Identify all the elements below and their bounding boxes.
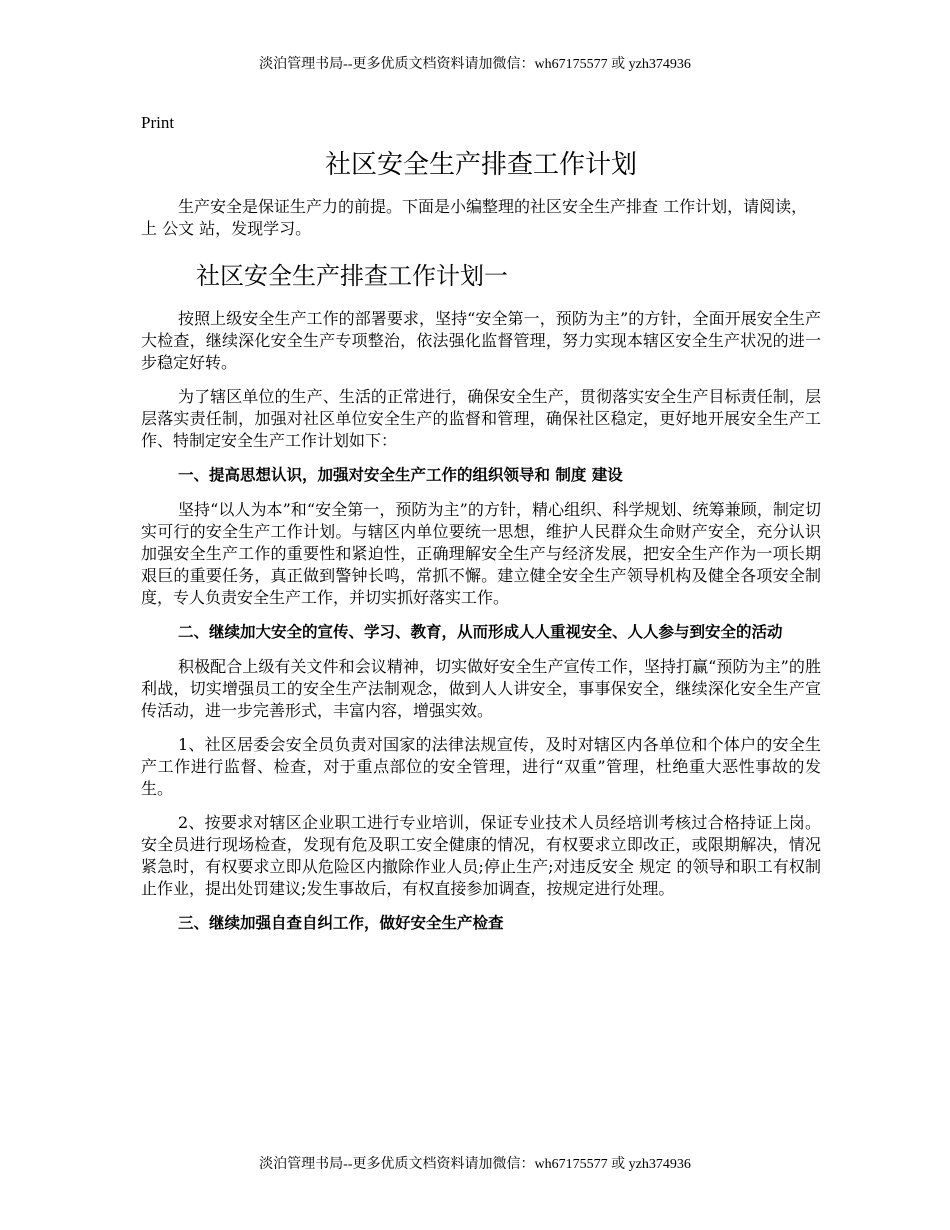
section-2-item-1: 1、社区居委会安全员负责对国家的法律法规宣传，及时对辖区内各单位和个体户的安全生产工作进行监督、检查，对于重点部位的安全管理，进行“双重”管理，杜绝重大恶性事故的发生。: [141, 735, 821, 798]
section-2-heading: 二、继续加大安全的宣传、学习、教育，从而形成人人重视安全、人人参与到安全的活动: [178, 623, 783, 641]
page-footer: 淡泊管理书局--更多优质文档资料请加微信：wh67175577 或 yzh374936: [259, 1157, 691, 1172]
intro-paragraph: 生产安全是保证生产力的前提。下面是小编整理的社区安全生产排查 工作计划，请阅读，上 公文 站，发现学习。: [141, 197, 808, 238]
document-title: 社区安全生产排查工作计划: [324, 150, 637, 180]
section-1-heading: 一、提高思想认识，加强对安全生产工作的组织领导和 制度 建设: [178, 466, 623, 484]
document-body: [141, 112, 821, 947]
paragraph-1: 按照上级安全生产工作的部署要求，坚持“安全第一，预防为主”的方针，全面开展安全生产大检查，继续深化安全生产专项整治，依法强化监督管理，努力实现本辖区安全生产状况的进一步稳定好转。: [141, 309, 821, 372]
section-3-heading: 三、继续加强自查自纠工作，做好安全生产检查: [178, 914, 504, 932]
print-label: Print: [141, 113, 175, 132]
page-header: 淡泊管理书局--更多优质文档资料请加微信：wh67175577 或 yzh374936: [259, 57, 691, 72]
paragraph-2: 为了辖区单位的生产、生活的正常进行，确保安全生产，贯彻落实安全生产目标责任制，层层落实责任制，加强对社区单位安全生产的监督和管理，确保社区稳定，更好地开展安全生产工作、特制定安全生产工作计划如下：: [141, 387, 821, 450]
section-1-body: 坚持“以人为本”和“安全第一，预防为主”的方针，精心组织、科学规划、统筹兼顾，制定切实可行的安全生产工作计划。与辖区内单位要统一思想，维护人民群众生命财产安全，充分认识加强安全生产工作的重要性和紧迫性，正确理解安全生产与经济发展，把安全生产作为一项长期艰巨的重要任务，真正做到警钟长鸣，常抓不懈。建立健全安全生产领导机构及健全各项安全制度，专人负责安全生产工作，并切实抓好落实工作。: [141, 500, 821, 607]
plan-subtitle: 社区安全生产排查工作计划一: [196, 262, 508, 290]
section-2-body: 积极配合上级有关文件和会议精神，切实做好安全生产宣传工作，坚持打赢“预防为主”的胜利战，切实增强员工的安全生产法制观念，做到人人讲安全，事事保安全，继续深化安全生产宣传活动，进一步完善形式，丰富内容，增强实效。: [141, 657, 821, 720]
section-2-item-2: 2、按要求对辖区企业职工进行专业培训，保证专业技术人员经培训考核过合格持证上岗。安全员进行现场检查，发现有危及职工安全健康的情况，有权要求立即改正，或限期解决，情况紧急时，有权要求立即从危险区内撤除作业人员;停止生产;对违反安全 规定 的领导和职工有权制止作业，提出处罚建议;发生事故后，有权直接参加调查，按规定进行处理。: [141, 813, 821, 898]
